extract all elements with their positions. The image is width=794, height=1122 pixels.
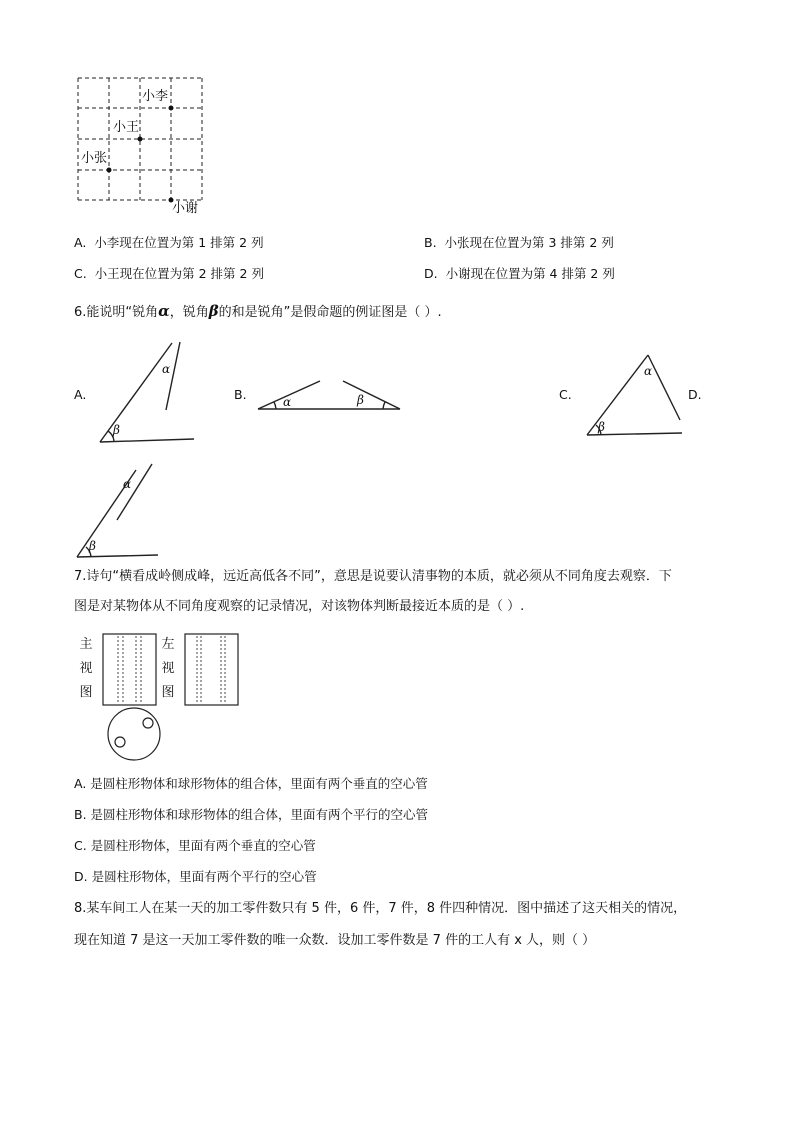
q6-b-beta: β	[357, 393, 364, 407]
option-text: 是圆柱形物体，里面有两个平行的空心管	[91, 869, 317, 884]
option-text: 小李现在位置为第 1 排第 2 列	[94, 235, 264, 250]
q6-label-a: A.	[74, 387, 87, 402]
left-view-char: 图	[161, 685, 175, 700]
q7-option-c	[74, 837, 316, 855]
label-xiaowang: 小王	[113, 120, 140, 135]
front-view-char: 图	[79, 685, 93, 700]
q6-stem-mid: ，锐角	[169, 305, 209, 320]
q7-option-d	[74, 868, 317, 886]
q6-alpha-symbol: α	[158, 302, 170, 320]
option-letter: D.	[74, 869, 88, 884]
q6-label-c: C.	[559, 387, 572, 402]
q6-d-beta: β	[89, 539, 96, 553]
option-letter: C.	[74, 838, 87, 853]
top-view-circle	[108, 708, 160, 760]
option-letter: A.	[74, 776, 87, 791]
front-view-rect	[103, 634, 156, 705]
option-text: 是圆柱形物体和球形物体的组合体，里面有两个平行的空心管	[90, 807, 429, 822]
option-letter: B.	[74, 807, 87, 822]
q6-c-alpha: α	[644, 364, 653, 378]
option-text: 小谢现在位置为第 4 排第 2 列	[445, 266, 615, 281]
q6-stem-suffix: 的和是锐角”是假命题的例证图是（ ）.	[218, 305, 442, 320]
option-letter: C.	[74, 266, 87, 281]
q6-label-b: B.	[234, 387, 247, 402]
q6-beta-symbol: β	[208, 302, 219, 320]
q6-a-beta: β	[113, 423, 120, 437]
option-text: 小张现在位置为第 3 排第 2 列	[444, 235, 614, 250]
option-letter: D.	[424, 266, 438, 281]
label-xiaoxie: 小谢	[172, 201, 199, 216]
left-view-char: 视	[161, 661, 175, 676]
q7-option-a	[74, 775, 428, 793]
option-letter: A.	[74, 235, 87, 250]
q6-b-alpha: α	[283, 395, 292, 409]
q6-stem-prefix: 6.能说明“锐角	[74, 305, 159, 320]
q6-a-alpha: α	[162, 362, 171, 376]
q8-stem-line2: 现在知道 7 是这一天加工零件数的唯一众数．设加工零件数是 7 件的工人有 x 人，则（ ）	[74, 933, 596, 948]
q7-stem-line1: 7.诗句“横看成岭侧成峰，远近高低各不同”，意思是说要认清事物的本质，就必须从不同角度去观察．下	[74, 569, 672, 584]
option-text: 是圆柱形物体和球形物体的组合体，里面有两个垂直的空心管	[90, 776, 428, 791]
option-text: 是圆柱形物体，里面有两个垂直的空心管	[90, 838, 316, 853]
front-view-char: 视	[79, 661, 93, 676]
option-text: 小王现在位置为第 2 排第 2 列	[94, 266, 264, 281]
q6-label-d: D.	[688, 387, 702, 402]
q6-d-alpha: α	[123, 477, 132, 491]
left-view-rect	[185, 634, 238, 705]
q7-option-b	[74, 806, 428, 824]
label-xiaozhang: 小张	[81, 151, 108, 166]
label-xiaoli: 小李	[142, 89, 169, 104]
front-view-char: 主	[79, 637, 93, 652]
q6-c-beta: β	[598, 420, 605, 434]
option-letter: B.	[424, 235, 437, 250]
q8-stem-line1: 8.某车间工人在某一天的加工零件数只有 5 件，6 件，7 件，8 件四种情况．图中描述了这天相关的情况，	[74, 901, 687, 916]
left-view-char: 左	[161, 637, 175, 652]
q7-stem-line2: 图是对某物体从不同角度观察的记录情况，对该物体判断最接近本质的是（ ）.	[74, 599, 525, 614]
